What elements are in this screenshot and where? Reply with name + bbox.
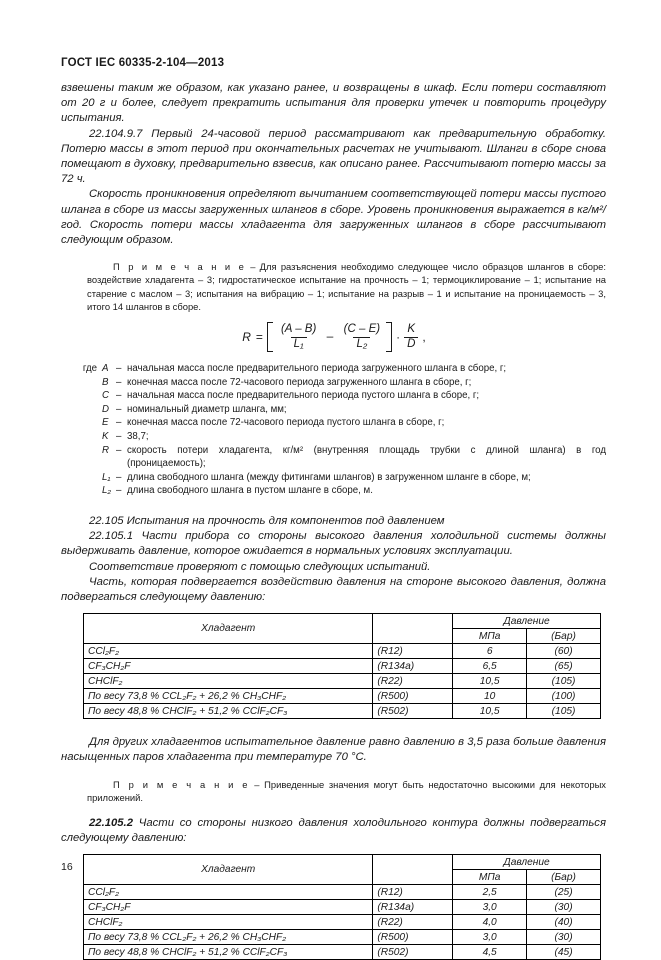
definition-item [61, 430, 606, 444]
cell-code: (R500) [373, 930, 453, 945]
cell-mpa: 10 [453, 689, 527, 704]
cell-bar: (30) [527, 900, 601, 915]
header-unit-bar: (Бар) [527, 870, 601, 885]
note-label-1: П р и м е ч а н и е [113, 261, 246, 273]
definition-symbol: A [102, 363, 109, 375]
definition-item [61, 484, 606, 498]
page-number: 16 [61, 861, 73, 873]
table-header-row [84, 855, 601, 870]
clause-number-22-105-2: 22.105.2 [89, 817, 133, 830]
formula-lhs: R [242, 330, 251, 345]
definition-item [61, 376, 606, 390]
table-row [84, 659, 601, 674]
cell-refrigerant: По весу 73,8 % CCL₂F₂ + 26,2 % CH₃CHF₂ [84, 689, 373, 704]
definition-dash: – [116, 444, 122, 456]
note-text-1: – Для разъяснения необходимо следующее число образцов шлангов в сборе: воздействие хладагента – 3; гидростатическое испытание на прочность – 1; термоциклирование – 1; испытание на старение с маслом – 3; испытания на вибрацию – 1; испытание на разрыв – 1 и испытание на проницаемость – 3, итого 14 шлангов в сборе. [87, 261, 607, 312]
table-row [84, 885, 601, 900]
paragraph-penetration-rate: Скорость проникновения определяют вычитанием соответствующей потери массы пустого шланга в сборе из массы загруженных шлангов в сборе. Уровень проникновения выражается в кг/м²/год. Скорость потери массы хладагента для загруженных шлангов в сборе рассчитывают следующим образом. [61, 188, 606, 247]
definition-text: конечная масса после 72-часового периода загруженного шланга в сборе, г; [127, 376, 472, 388]
definition-item [61, 389, 606, 403]
cell-refrigerant: По весу 73,8 % CCL₂F₂ + 26,2 % CH₃CHF₂ [84, 930, 373, 945]
cell-code: (R12) [373, 644, 453, 659]
cell-code: (R500) [373, 689, 453, 704]
table-row [84, 900, 601, 915]
header-code-blank [373, 855, 453, 885]
definition-text: начальная масса после предварительного периода загруженного шланга в сборе, г; [127, 363, 507, 375]
definition-dash: – [116, 390, 122, 402]
note-label-2: П р и м е ч а н и е [113, 778, 250, 790]
table-row [84, 915, 601, 930]
definition-dash: – [116, 376, 122, 388]
formula-num-2: (C – E) [343, 323, 381, 336]
definition-text: длина свободного шланга (между фитингами шлангов) в загруженном шланге в сборе, м; [127, 471, 531, 483]
note-text-2: – Приведенные значения могут быть недостаточно высокими для некоторых приложений. [87, 778, 606, 803]
page-content [61, 0, 606, 960]
header-pressure: Давление [453, 614, 601, 629]
table-header-row [84, 614, 601, 629]
cell-refrigerant: CCl₂F₂ [84, 644, 373, 659]
table-row [84, 644, 601, 659]
cell-bar: (105) [527, 704, 601, 719]
definition-dash: – [116, 363, 122, 375]
cell-refrigerant: По весу 48,8 % CHClF₂ + 51,2 % CClF₂CF₃ [84, 945, 373, 960]
formula-fraction-2 [341, 324, 383, 350]
header-unit-mpa: МПа [453, 629, 527, 644]
paragraph-other-refrigerants: Для других хладагентов испытательное давление равно давлению в 3,5 раза больше давления насыщенных паров хладагента при температуре 70 °С. [61, 736, 606, 764]
cell-bar: (40) [527, 915, 601, 930]
cell-bar: (60) [527, 644, 601, 659]
high-pressure-table [83, 613, 601, 719]
definition-dash: – [116, 485, 122, 497]
table-row [84, 674, 601, 689]
formula-fraction-1 [278, 324, 319, 350]
cell-mpa: 10,5 [453, 704, 527, 719]
table-row [84, 945, 601, 960]
cell-code: (R502) [373, 704, 453, 719]
cell-bar: (65) [527, 659, 601, 674]
paragraph-22-105-1: 22.105.1 Части прибора со стороны высокого давления холодильной системы должны выдерживать давление, которое ожидается в нормальных условиях эксплуатации. [61, 530, 606, 558]
note-block-1 [61, 260, 606, 313]
cell-bar: (30) [527, 930, 601, 945]
cell-refrigerant: CF₃CH₂F [84, 900, 373, 915]
definition-text: скорость потери хладагента, кг/м² (внутренняя площадь трубки с длиной шланга) в год [127, 444, 606, 456]
cell-code: (R22) [373, 674, 453, 689]
table-row [84, 930, 601, 945]
cell-refrigerant: CCl₂F₂ [84, 885, 373, 900]
definition-dash: – [116, 403, 122, 415]
cell-mpa: 4,0 [453, 915, 527, 930]
definition-text: номинальный диаметр шланга, мм; [127, 403, 287, 415]
header-refrigerant: Хладагент [84, 855, 373, 885]
definition-symbol: B [102, 376, 109, 388]
header-unit-bar: (Бар) [527, 629, 601, 644]
formula-minus: – [326, 329, 334, 344]
cell-code: (R22) [373, 915, 453, 930]
cell-refrigerant: CHClF₂ [84, 674, 373, 689]
cell-mpa: 3,0 [453, 900, 527, 915]
cell-mpa: 6 [453, 644, 527, 659]
formula-trailing-comma: , [422, 330, 426, 345]
definition-text: конечная масса после 72-часового периода пустого шланга в сборе, г; [127, 417, 445, 429]
definition-symbol: L₂ [102, 485, 112, 497]
formula-multiply-dot: · [396, 330, 401, 345]
cell-bar: (25) [527, 885, 601, 900]
cell-mpa: 4,5 [453, 945, 527, 960]
paragraph-compliance-check: Соответствие проверяют с помощью следующих испытаний. [89, 560, 431, 573]
formula-block [61, 322, 606, 352]
definition-symbol: L₁ [102, 471, 111, 483]
definition-item [61, 362, 606, 376]
formula-equals: = [255, 330, 263, 345]
cell-refrigerant: CHClF₂ [84, 915, 373, 930]
formula-fraction-3 [404, 324, 418, 350]
table-row [84, 704, 601, 719]
header-pressure: Давление [453, 855, 601, 870]
paragraph-22-104-9-7: 22.104.9.7 Первый 24-часовой период рассматривают как предварительную обработку. Потерю массы в этот период при окончательных расчетах не учитывают. Шланги в сборе снова помещают в духовку, предварительно взвесив, как описано ранее. Рассчитывают потерю массы за 72 ч. [61, 127, 606, 186]
document-header-title: ГОСТ IEC 60335-2-104—2013 [61, 57, 225, 69]
cell-mpa: 3,0 [453, 930, 527, 945]
clause-text-22-105-2: Части со стороны низкого давления холодильного контура должны подвергаться следующему давлению: [61, 817, 606, 845]
cell-refrigerant: По весу 48,8 % CHClF₂ + 51,2 % CClF₂CF₃ [84, 704, 373, 719]
header-unit-mpa: МПа [453, 870, 527, 885]
variable-definitions-list [61, 362, 606, 498]
cell-mpa: 6,5 [453, 659, 527, 674]
cell-bar: (100) [527, 689, 601, 704]
definition-item [61, 416, 606, 430]
definition-lead-word: где [82, 363, 97, 375]
table-row [84, 689, 601, 704]
definition-text-continuation: (проницаемость); [127, 458, 206, 470]
definition-symbol: E [102, 417, 109, 429]
paragraph-high-pressure-part: Часть, которая подвергается воздействию давления на стороне высокого давления, должна подвергаться следующему давлению: [61, 575, 606, 603]
header-refrigerant: Хладагент [84, 614, 373, 644]
formula-den-1: L₁ [291, 337, 307, 351]
note-block-2 [61, 778, 606, 804]
formula-bracket-group [267, 322, 392, 352]
cell-code: (R502) [373, 945, 453, 960]
definition-item [61, 403, 606, 417]
cell-mpa: 10,5 [453, 674, 527, 689]
definition-item [61, 471, 606, 485]
definition-item [61, 444, 606, 458]
paragraph-continuation: взвешены таким же образом, как указано ранее, и возвращены в шкаф. Если потери составляют от 20 г и более, следует прекратить испытания для проверки утечек и повторить процедуру испытания. [61, 82, 606, 125]
definition-dash: – [116, 431, 122, 443]
header-code-blank [373, 614, 453, 644]
cell-code: (R134a) [373, 900, 453, 915]
definition-text: длина свободного шланга в пустом шланге в сборе, м. [127, 485, 373, 497]
heading-22-105: 22.105 Испытания на прочность для компонентов под давлением [89, 514, 445, 527]
definition-symbol: R [102, 444, 109, 456]
definition-symbol: K [102, 431, 109, 443]
cell-bar: (45) [527, 945, 601, 960]
definition-dash: – [116, 471, 122, 483]
formula-den-2: L₂ [353, 337, 370, 351]
definition-symbol: D [102, 403, 109, 415]
definition-dash: – [116, 417, 122, 429]
definition-text: начальная масса после предварительного периода пустого шланга в сборе, г; [127, 390, 480, 402]
cell-code: (R134a) [373, 659, 453, 674]
formula-den-3: D [404, 337, 418, 351]
cell-mpa: 2,5 [453, 885, 527, 900]
formula-num-3: K [407, 323, 416, 336]
permeation-formula [239, 322, 428, 352]
formula-num-1: (A – B) [280, 323, 317, 336]
cell-refrigerant: CF₃CH₂F [84, 659, 373, 674]
definition-symbol: C [102, 390, 109, 402]
cell-code: (R12) [373, 885, 453, 900]
paragraph-22-105-2 [61, 816, 606, 846]
definition-text: 38,7; [127, 431, 149, 443]
cell-bar: (105) [527, 674, 601, 689]
low-pressure-table [83, 854, 601, 960]
